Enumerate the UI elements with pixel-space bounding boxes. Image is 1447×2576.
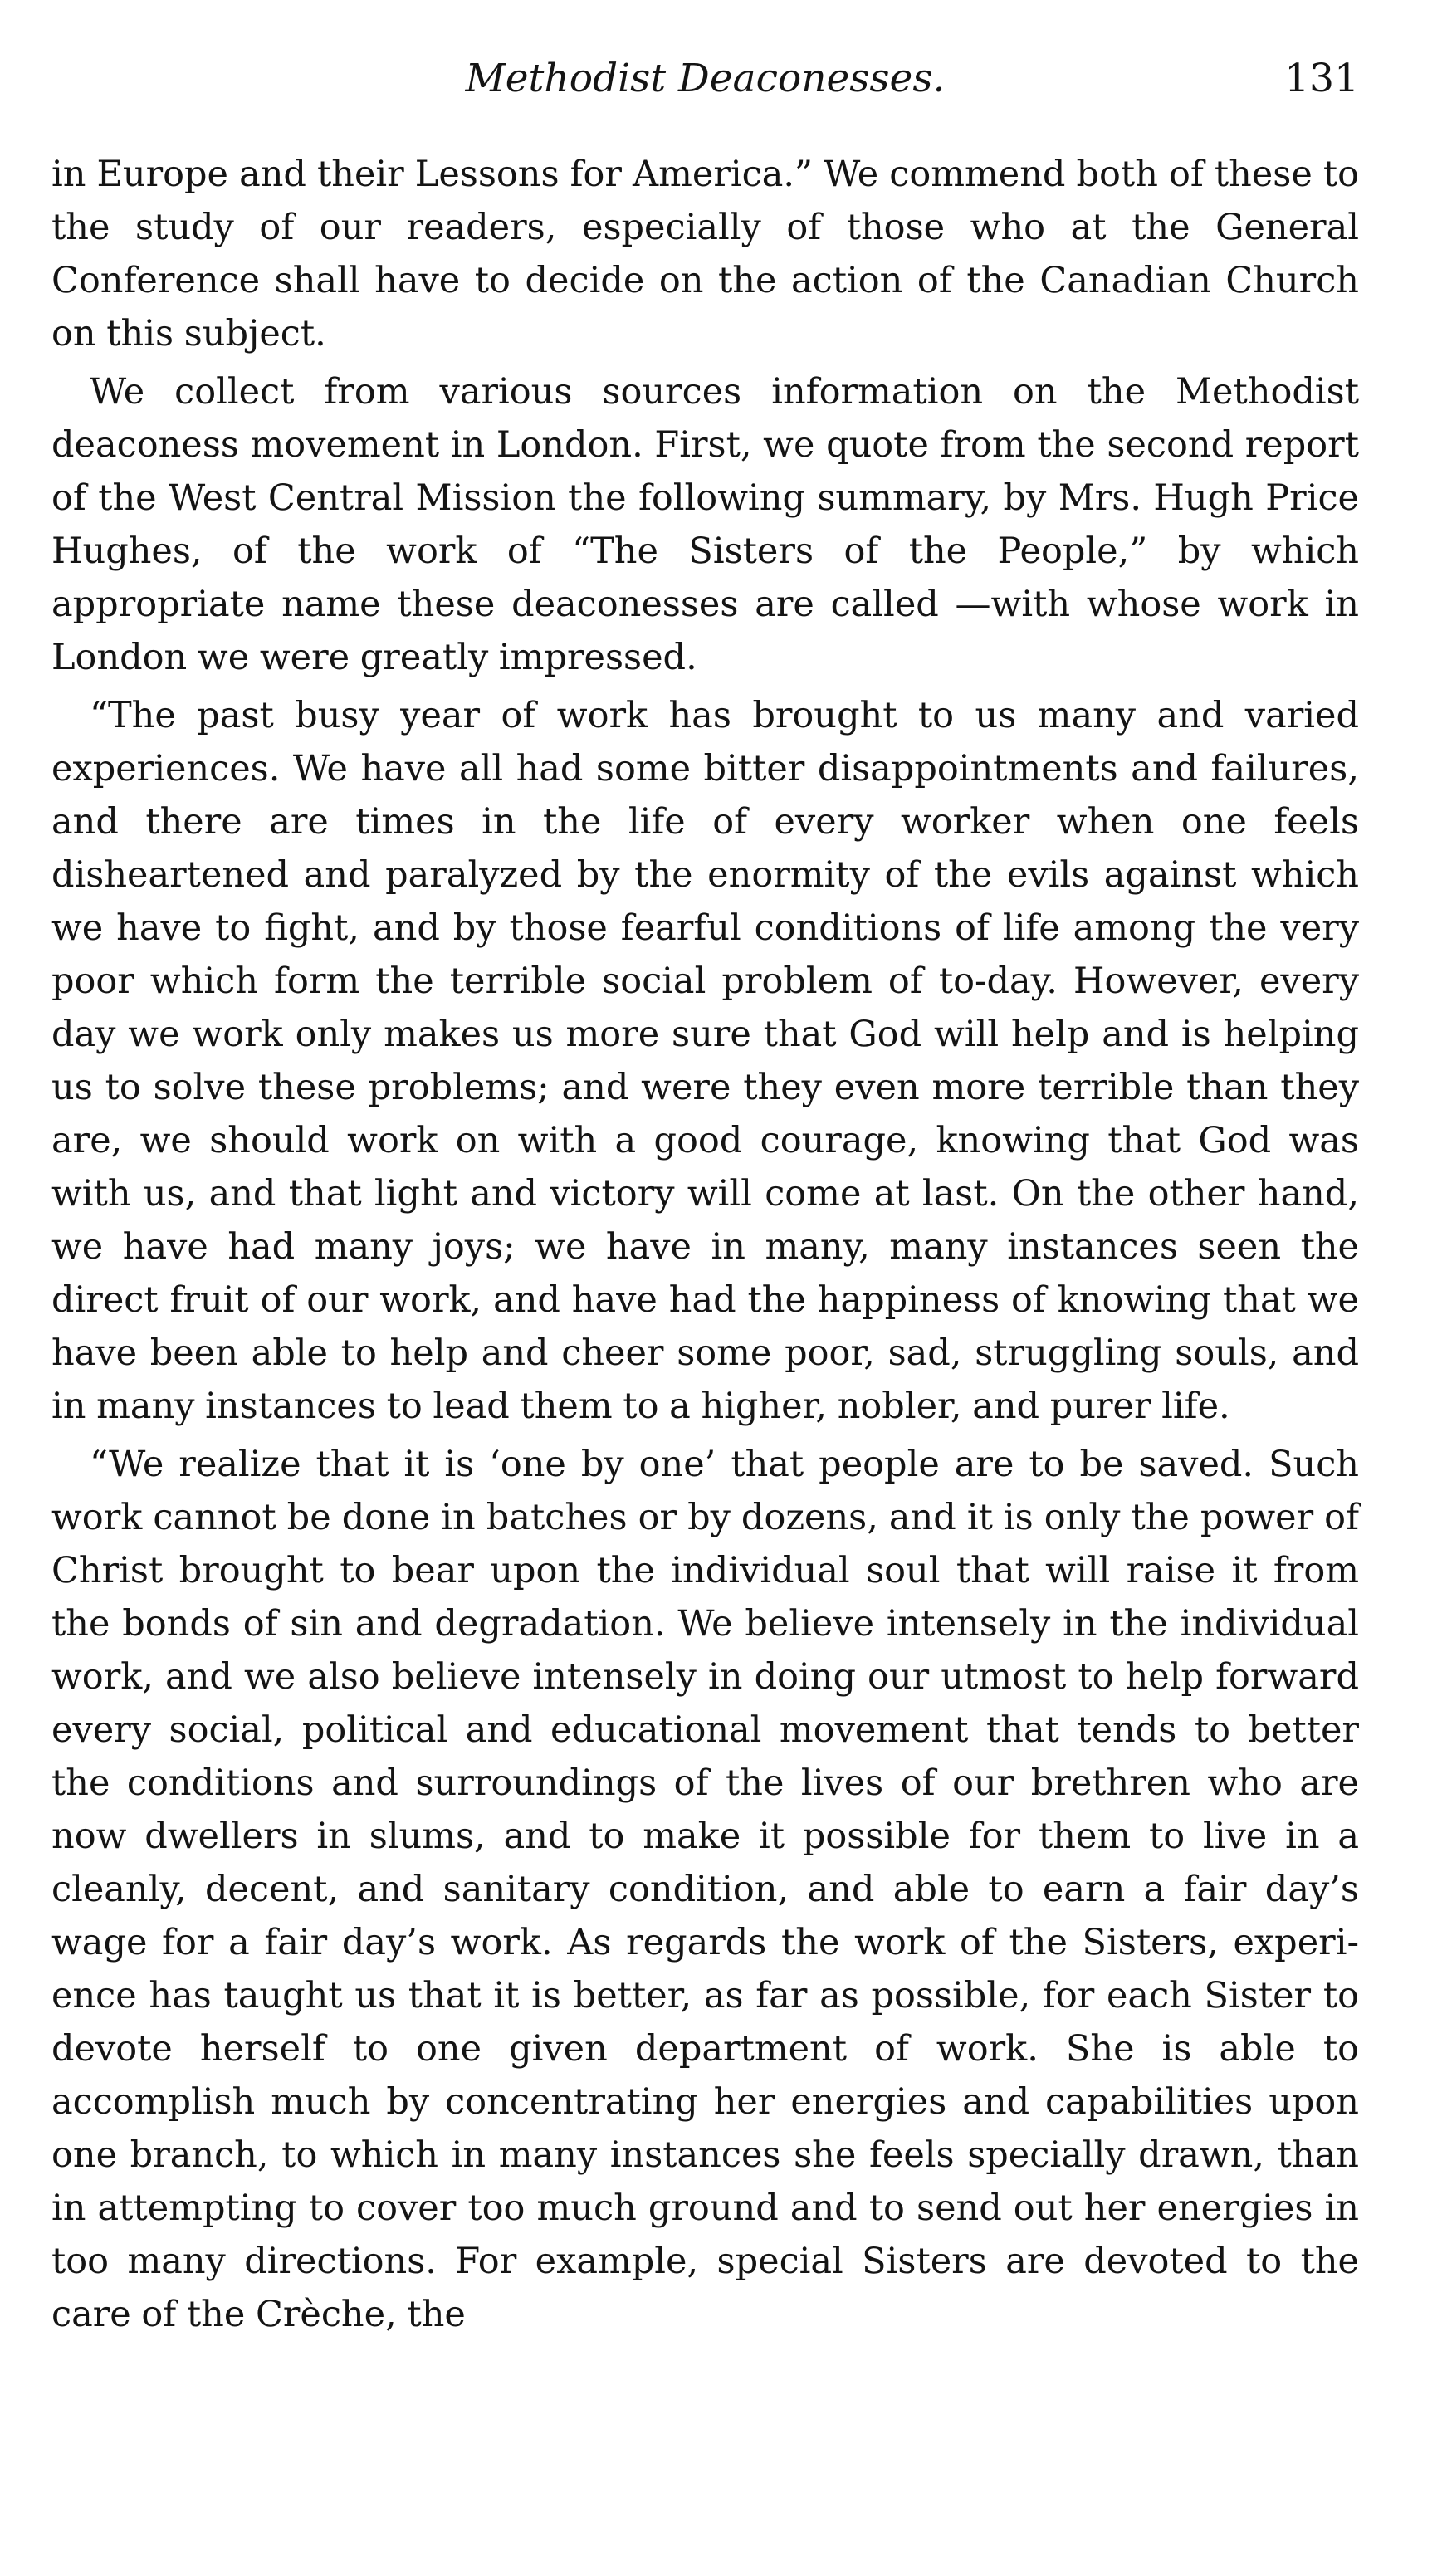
running-head xyxy=(51,50,1359,108)
body-text xyxy=(51,148,1359,2341)
paragraph-continued: in Europe and their Lessons for America.” We commend both of these to the study of our readers, especially of those who at the General Conference shall have to decide on the action of the Canadian Church on this subject. xyxy=(51,154,1359,354)
paragraph-one-by-one: “We realize that it is ‘one by one’ that people are to be saved. Such work cannot be done in batches or by dozens, and it is only the power of Christ brought to bear upon the individual soul that will raise it from the bonds of sin and degradation. We believe intensely in the individual work, and we also believe intensely in doing our utmost to help forward every social, political and educational movement that tends to better the conditions and surroundings of the lives of our brethren who are now dwellers in slums, and to make it possible for them to live in a cleanly, decent, and sanitary condition, and able to earn a fair day’s wage for a fair day’s work. As regards the work of the Sisters, experience has taught us that it is better, as far as possible, for each Sister to devote herself to one given department of work. She is able to accomplish much by concentrating her energies and capabilities upon one branch, to which in many instances she feels specially drawn, than in attempting to cover too much ground and to send out her energies in too many directions. For example, special Sisters are devoted to the care of the Crèche, the xyxy=(51,1444,1359,2335)
paragraph-deaconess-movement: We collect from various sources information on the Methodist deaconess movement in London. First, we quote from the second report of the West Central Mission the following summary, by Mrs. Hugh Price Hughes, of the work of “The Sisters of the People,” by which appropriate name these deaconesses are called —with whose work in London we were greatly impressed. xyxy=(51,371,1359,678)
page-number: 131 xyxy=(1284,56,1359,101)
running-title: Methodist Deaconesses. xyxy=(465,56,946,101)
paragraph-past-busy-year: “The past busy year of work has brought to us many and varied experiences. We have all had some bitter disappointments and failures, and there are times in the life of every worker when one feels disheartened and paralyzed by the enormity of the evils against which we have to fight, and by those fearful conditions of life among the very poor which form the terrible social problem of to-day. However, every day we work only makes us more sure that God will help and is helping us to solve these problems; and were they even more terrible than they are, we should work on with a good courage, knowing that God was with us, and that light and victory will come at last. On the other hand, we have had many joys; we have in many, many instances seen the direct fruit of our work, and have had the happiness of knowing that we have been able to help and cheer some poor, sad, struggling souls, and in many instances to lead them to a higher, nobler, and purer life. xyxy=(51,695,1359,1427)
